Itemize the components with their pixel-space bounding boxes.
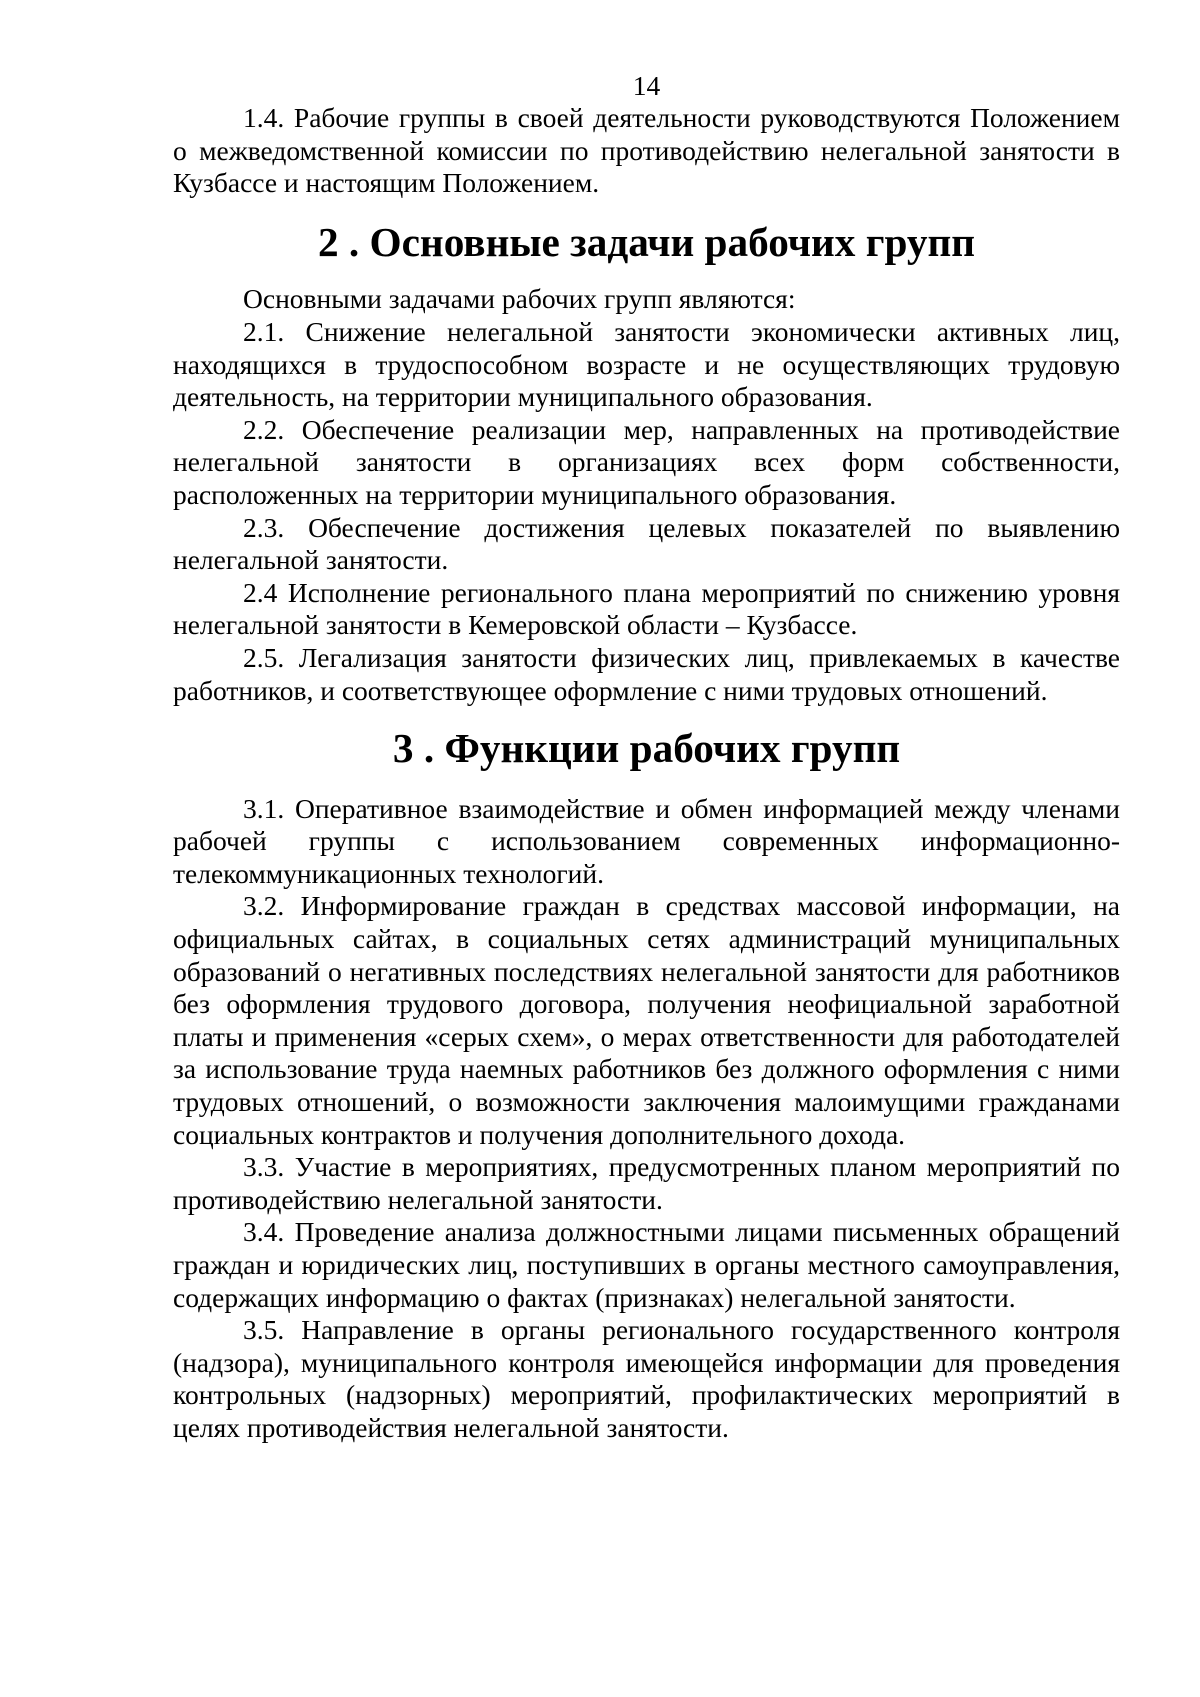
paragraph-3-4: 3.4. Проведение анализа должностными лицами письменных обращений граждан и юридических лиц, поступивших в органы местного самоуправления, содержащих информацию о фактах (признаках) нелегальной занятости. — [173, 1216, 1120, 1313]
paragraph-3-1: 3.1. Оперативное взаимодействие и обмен информацией между членами рабочей группы с использованием современных информационно-телекоммуникационных технологий. — [173, 792, 1120, 889]
paragraph-2-3: 2.3. Обеспечение достижения целевых показателей по выявлению нелегальной занятости. — [173, 511, 1120, 576]
paragraph-3-2: 3.2. Информирование граждан в средствах массовой информации, на официальных сайтах, в социальных сетях администраций муниципальных образований о негативных последствиях нелегальной занятости для работников без оформления трудового договора, получения неофициальной заработной платы и применения «серых схем», о мерах ответственности для работодателей за использование труда наемных работников без должного оформления с ними трудовых отношений, о возможности заключения малоимущими гражданами социальных контрактов и получения дополнительного дохода. — [173, 890, 1120, 1150]
section-2-heading: 2 . Основные задачи рабочих групп — [317, 218, 976, 265]
paragraph-2-1: 2.1. Снижение нелегальной занятости экономически активных лиц, находящихся в трудоспособном возрасте и не осуществляющих трудовую деятельность, на территории муниципального образования. — [173, 315, 1120, 413]
paragraph-3-5: 3.5. Направление в органы регионального государственного контроля (надзора), муниципального контроля имеющейся информации для проведения контрольных (надзорных) мероприятий, профилактических мероприятий в целях противодействия нелегальной занятости. — [173, 1314, 1120, 1443]
paragraph-2-2: 2.2. Обеспечение реализации мер, направленных на противодействие нелегальной занятости в организациях всех форм собственности, расположенных на территории муниципального образования. — [173, 413, 1120, 510]
page-number: 14 — [632, 70, 661, 101]
section-2-intro: Основными задачами рабочих групп являются: — [243, 283, 796, 315]
section-3-heading: 3 . Функции рабочих групп — [392, 725, 901, 772]
paragraph-2-4: 2.4 Исполнение регионального плана мероприятий по снижению уровня нелегальной занятости в Кемеровской области – Кузбассе. — [173, 576, 1120, 641]
paragraph-3-3: 3.3. Участие в мероприятиях, предусмотренных планом мероприятий по противодействию нелегальной занятости. — [173, 1151, 1120, 1215]
paragraph-2-5: 2.5. Легализация занятости физических лиц, привлекаемых в качестве работников, и соответствующее оформление с ними трудовых отношений. — [173, 641, 1120, 706]
paragraph-1-4: 1.4. Рабочие группы в своей деятельности руководствуются Положением о межведомственной комиссии по противодействию нелегальной занятости в Кузбассе и настоящим Положением. — [173, 102, 1120, 199]
document-page — [173, 70, 1120, 1445]
